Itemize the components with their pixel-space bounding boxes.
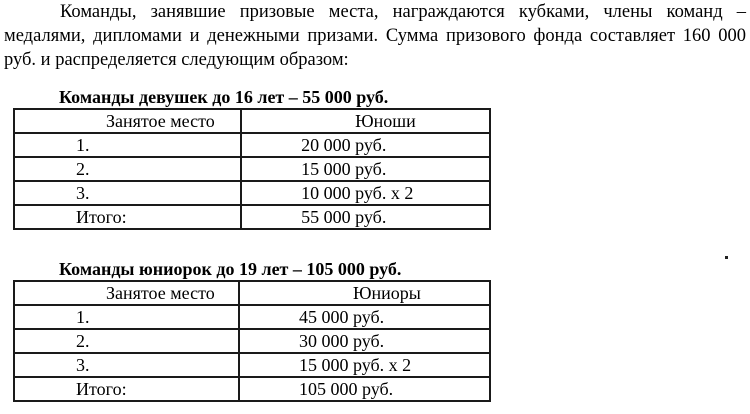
intro-paragraph: Команды, занявшие призовые места, награждаются кубками, члены команд – медалями, дипломами и денежными призами. Сумма призового фонда составляет 160 000 руб. и распределяется следующим образом: [4,2,746,70]
total-label-cell: Итого: [14,205,241,229]
header-category: Юноши [241,109,490,133]
amount-cell: 15 000 руб. [241,157,490,181]
amount-cell: 20 000 руб. [241,133,490,157]
total-amount-cell: 55 000 руб. [241,205,490,229]
header-place: Занятое место [14,281,239,305]
amount-cell: 45 000 руб. [239,305,490,329]
place-cell: 3. [14,181,241,205]
table-row [14,329,490,353]
amount-cell: 15 000 руб. х 2 [239,353,490,377]
table-header-row [14,109,490,133]
table-1-title: Команды девушек до 16 лет – 55 000 руб. [59,87,389,107]
amount-cell: 10 000 руб. х 2 [241,181,490,205]
total-label-cell: Итого: [14,377,239,401]
table-total-row [14,377,490,401]
table-header-row [14,281,490,305]
table-row [14,157,490,181]
table-2-title: Команды юниорок до 19 лет – 105 000 руб. [59,259,402,279]
table-row [14,305,490,329]
table-row [14,181,490,205]
place-cell: 2. [14,329,239,353]
table-row [14,133,490,157]
prize-table-girls-u16 [13,108,491,230]
place-cell: 3. [14,353,239,377]
place-cell: 1. [14,133,241,157]
table-row [14,353,490,377]
place-cell: 1. [14,305,239,329]
amount-cell: 30 000 руб. [239,329,490,353]
table-total-row [14,205,490,229]
header-category: Юниоры [239,281,490,305]
total-amount-cell: 105 000 руб. [239,377,490,401]
header-place: Занятое место [14,109,241,133]
place-cell: 2. [14,157,241,181]
stray-dot-mark [725,256,728,259]
prize-table-juniors-u19 [13,280,491,402]
